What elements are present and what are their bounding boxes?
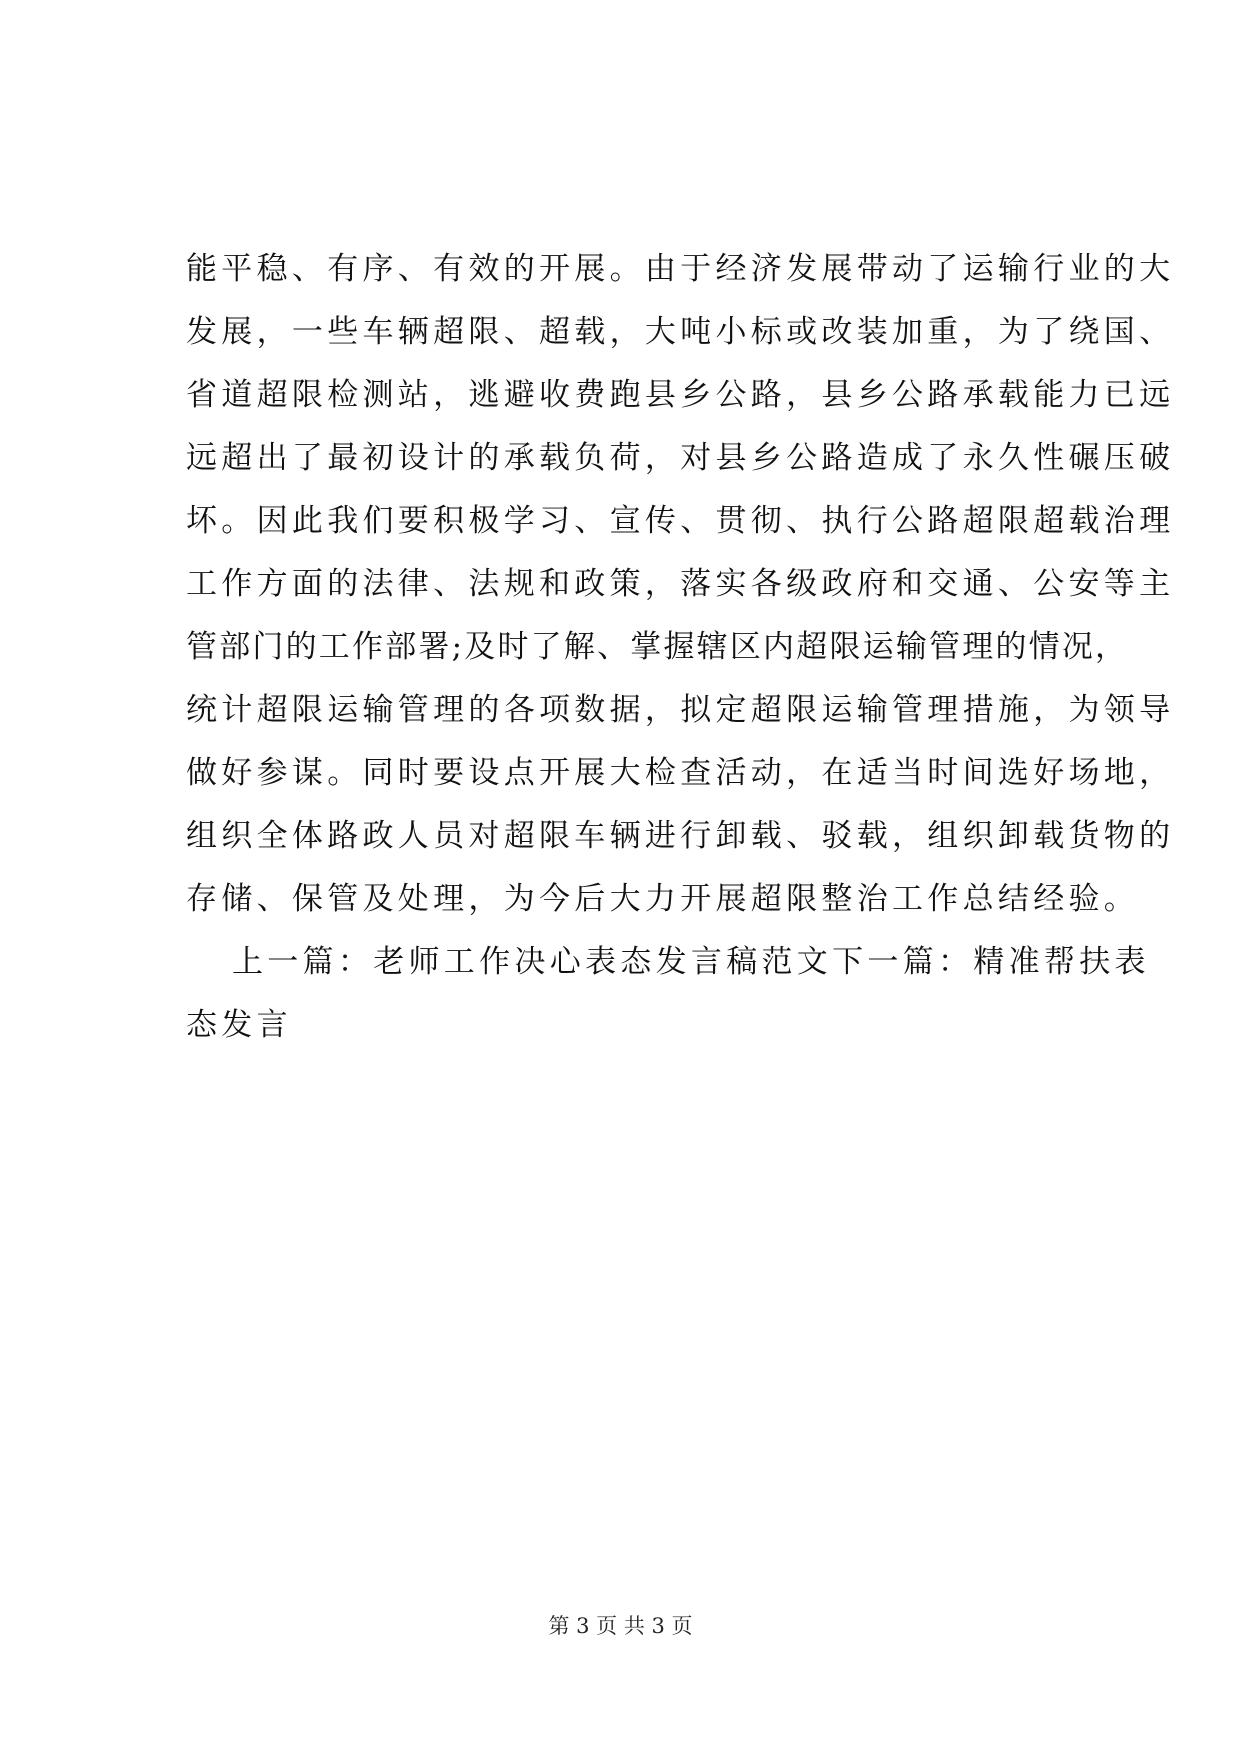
- paragraph-line-7: 管部门的工作部署;及时了解、掌握辖区内超限运输管理的情况，: [186, 629, 1129, 665]
- paragraph-line-11: 存储、保管及处理，为今后大力开展超限整治工作总结经验。: [186, 881, 1140, 917]
- body-text: [186, 238, 1175, 1057]
- prev-next-nav-line-1[interactable]: 上一篇：老师工作决心表态发言稿范文下一篇：精准帮扶表: [232, 944, 1150, 980]
- paragraph-line-6: 工作方面的法律、法规和政策，落实各级政府和交通、公安等主: [186, 566, 1175, 602]
- paragraph-line-2: 发展，一些车辆超限、超载，大吨小标或改装加重，为了绕国、: [186, 314, 1175, 350]
- paragraph-line-8: 统计超限运输管理的各项数据，拟定超限运输管理措施，为领导: [186, 692, 1175, 728]
- paragraph-line-1: 能平稳、有序、有效的开展。由于经济发展带动了运输行业的大: [186, 251, 1175, 287]
- paragraph-line-5: 坏。因此我们要积极学习、宣传、贯彻、执行公路超限超载治理: [186, 503, 1175, 539]
- paragraph-line-4: 远超出了最初设计的承载负荷，对县乡公路造成了永久性碾压破: [186, 440, 1175, 476]
- prev-next-nav-line-2[interactable]: 态发言: [186, 1007, 292, 1043]
- paragraph-line-9: 做好参谋。同时要设点开展大检查活动，在适当时间选好场地，: [186, 755, 1175, 791]
- page-number-footer: 第 3 页 共 3 页: [548, 1614, 693, 1638]
- paragraph-line-3: 省道超限检测站，逃避收费跑县乡公路，县乡公路承载能力已远: [186, 377, 1175, 413]
- paragraph-line-10: 组织全体路政人员对超限车辆进行卸载、驳载，组织卸载货物的: [186, 818, 1175, 854]
